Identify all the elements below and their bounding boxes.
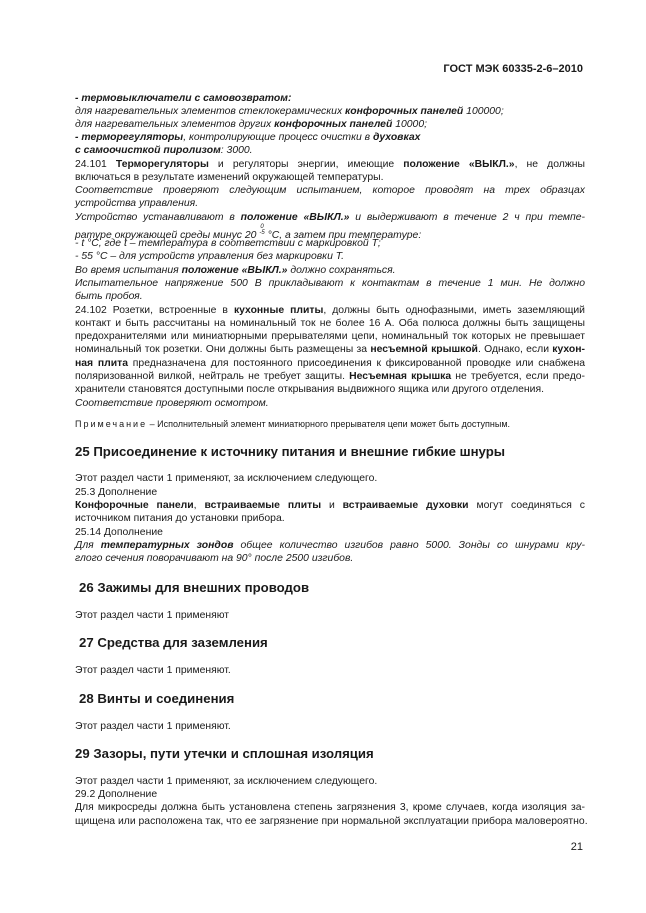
text-span: номинальный ток розетки. Они должны быть размещены за [75, 344, 371, 355]
text-line [75, 539, 585, 552]
term: температурных зондов [100, 540, 234, 551]
text-line: глого сечения поворачивают на 90° после 2500 изгибов. [75, 553, 354, 564]
text-line: Этот раздел части 1 применяют [75, 610, 230, 621]
text-line [75, 499, 585, 512]
text-span: Устройство устанавливают в [75, 212, 241, 223]
text-line: Этот раздел части 1 применяют. [75, 665, 231, 676]
text-span: для нагревательных элементов других [75, 119, 275, 130]
text-line: Этот раздел части 1 применяют. [75, 721, 231, 732]
text-span: : 3000. [220, 145, 253, 156]
term: Конфорочные панели [75, 500, 194, 511]
note-text: – Исполнительный элемент миниатюрного прерывателя цепи может быть доступным. [147, 419, 511, 429]
text-line [75, 264, 585, 277]
term: конфорочных панелей [345, 106, 464, 117]
page-number: 21 [570, 841, 583, 853]
text-line: Этот раздел части 1 применяют, за исключением следующего. [75, 473, 378, 484]
document-header: ГОСТ МЭК 60335-2-6–2010 [443, 63, 583, 75]
term: положение «ВЫКЛ.» [181, 265, 288, 276]
section-heading-26: 26 Зажимы для внешних проводов [79, 580, 310, 595]
term: встраиваемые духовки [342, 500, 469, 511]
section-heading-28: 28 Винты и соединения [79, 691, 235, 706]
text-span: не требуется, если предо- [451, 371, 585, 382]
text-span: и регуляторы энергии, имеющие [208, 159, 404, 170]
text-span: Для [75, 540, 101, 551]
tolerance-upper: 0 [260, 224, 264, 230]
text-span: . Однако, если [477, 344, 553, 355]
text-line: устройства управления. [75, 198, 199, 209]
text-span: , не должны [514, 159, 585, 170]
text-line: Соответствие проверяют осмотром. [75, 398, 269, 409]
text-line: - термовыключатели с самовозвратом: [75, 93, 292, 104]
text-line: Для микросреды должна быть установлена степень загрязнения 3, кроме случаев, когда изоляция за- [75, 802, 585, 813]
text-span: поляризованной вилкой, нейтраль не требует защиты. [75, 371, 350, 382]
text-span: 24.102 Розетки, встроенные в [75, 305, 234, 316]
text-line [75, 105, 585, 118]
text-span: для нагревательных элементов стеклокерамических [75, 106, 346, 117]
text-line [75, 118, 585, 131]
text-line [75, 144, 585, 157]
text-line [75, 357, 585, 370]
section-heading-29: 29 Зазоры, пути утечки и сплошная изоляция [75, 746, 374, 761]
text-line: Этот раздел части 1 применяют, за исключением следующего. [75, 776, 378, 787]
text-span: и выдерживают в течение 2 ч при темпе- [349, 212, 585, 223]
text-line: 29.2 Дополнение [75, 789, 158, 800]
text-line: - t °С, где t – температура в соответствии с маркировкой Т; [75, 238, 381, 249]
term: Несъемная крышка [349, 371, 452, 382]
term: кухонные плиты [233, 305, 324, 316]
term: несъемной крышкой [370, 344, 478, 355]
text-span: и [321, 500, 343, 511]
section-heading-25: 25 Присоединение к источнику питания и внешние гибкие шнуры [75, 444, 506, 459]
text-span: ратуре окружающей среды минус 20 [75, 230, 260, 241]
text-span: , [193, 500, 205, 511]
text-span: 100000; [463, 106, 504, 117]
tolerance-lower: -5 [259, 230, 265, 236]
text-span: Во время испытания [75, 265, 182, 276]
paragraph-24-102 [75, 304, 585, 317]
text-span: общее количество изгибов равно 5000. Зонды со шнурами кру- [233, 540, 585, 551]
text-line: щищена или расположена так, что ее загрязнение при нормальной эксплуатации прибора маловероятно. [75, 816, 588, 827]
term: - терморегуляторы [75, 132, 184, 143]
text-line: Испытательное напряжение 500 В прикладывают к контактам в течение 1 мин. Не должно [75, 278, 585, 289]
note-label: Примечание [75, 419, 148, 429]
text-line [75, 131, 585, 144]
text-line: контакт и быть рассчитаны на номинальный ток не более 16 А. Оба полюса должны быть защищены [75, 318, 585, 329]
term: с самоочисткой пиролизом [75, 145, 221, 156]
text-span: °С, а затем при температуре: [264, 230, 422, 241]
text-span: должно сохраняться. [287, 265, 396, 276]
text-line: предохранителями или миниатюрными прерывателями цепи, номинальный ток которых не превышает [75, 331, 585, 342]
paragraph-24-101 [75, 158, 585, 171]
text-line: быть пробоя. [75, 291, 143, 302]
text-line: 25.3 Дополнение [75, 487, 158, 498]
text-span: , контролирующие процесс очистки в [183, 132, 373, 143]
text-line: хранители становятся доступными после открывания выдвижного ящика или другого отделения. [75, 384, 544, 395]
term: духовках [372, 132, 421, 143]
clause-number: 24.101 [75, 159, 116, 170]
text-span: , должны быть однофазными, иметь заземляющий [323, 305, 585, 316]
text-line: - 55 °С – для устройств управления без маркировки Т. [75, 251, 345, 262]
term: ная плита [75, 358, 129, 369]
note [75, 418, 585, 431]
text-span: предназначена для постоянного присоединения к фиксированной проводке или снабжена [128, 358, 586, 369]
term: встраиваемые плиты [204, 500, 322, 511]
text-line [75, 370, 585, 383]
text-line [75, 343, 585, 356]
text-line: Соответствие проверяют следующим испытанием, которое проводят на трех образцах [75, 185, 585, 196]
text-line: включаться в результате изменений окружающей температуры. [75, 172, 384, 183]
term: Терморегуляторы [115, 159, 209, 170]
term: кухон- [552, 344, 585, 355]
text-line: источником питания до установки прибора. [75, 513, 285, 524]
text-line [75, 211, 585, 224]
text-line: 25.14 Дополнение [75, 527, 163, 538]
term: конфорочных панелей [274, 119, 393, 130]
term: положение «ВЫКЛ.» [403, 159, 515, 170]
term: положение «ВЫКЛ.» [240, 212, 350, 223]
text-span: 10000; [392, 119, 427, 130]
text-span: могут соединяться с [468, 500, 585, 511]
section-heading-27: 27 Средства для заземления [79, 635, 268, 650]
